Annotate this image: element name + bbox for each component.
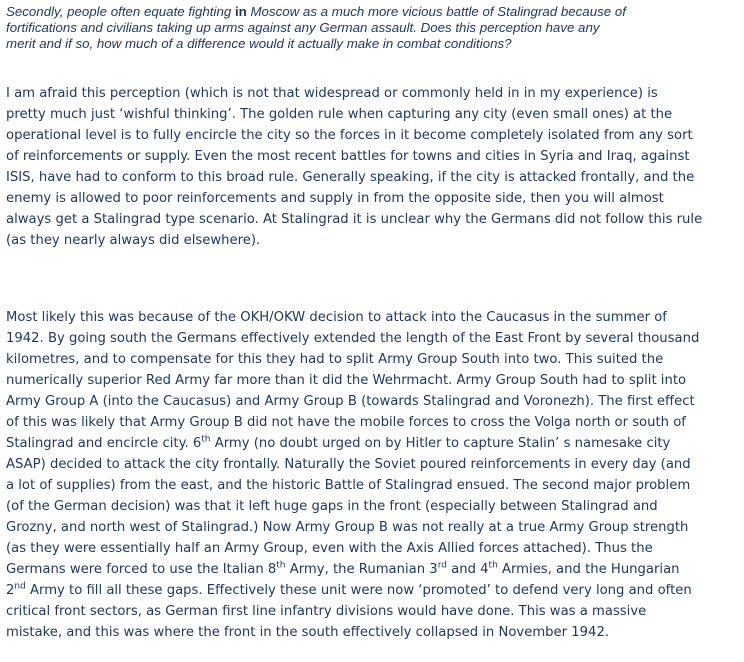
question-paragraph	[6, 4, 740, 52]
ordinal-suffix: th	[488, 560, 498, 571]
text-line: (of the German decision) was that it left huge gaps in the front (especially between Stalingrad and	[6, 499, 658, 514]
text-line	[6, 433, 699, 454]
text-line: mistake, and this was where the front in the south effectively collapsed in November 1942.	[6, 625, 610, 640]
answer-paragraph-2	[6, 307, 699, 643]
text-line: of this was likely that Army Group B did not have the mobile forces to cross the Volga north or south of	[6, 415, 686, 430]
text-line: 1942. By going south the Germans effectively extended the length of the East Front by several thousand	[6, 331, 700, 346]
text-line: critical front sectors, as German first line infantry divisions would have done. This was a massive	[6, 604, 647, 619]
answer-paragraph-1	[6, 83, 702, 251]
text-segment: Germans were forced to use the Italian 8	[6, 562, 277, 577]
text-line: Army Group A (into the Caucasus) and Army Group B (towards Stalingrad and Voronezh). The first effect	[6, 394, 695, 409]
text-line	[6, 580, 699, 601]
text-line: pretty much just ‘wishful thinking’. The golden rule when capturing any city (even small ones) at the	[6, 107, 673, 122]
text-line: (as they were essentially half an Army Group, even with the Axis Allied forces attached). Thus the	[6, 541, 653, 556]
text-line: operational level is to fully encircle the city so the forces in it become completely isolated from any sort	[6, 128, 693, 143]
ordinal-suffix: th	[276, 560, 286, 571]
document	[6, 4, 740, 640]
text-line: ASAP) decided to attack the city frontally. Naturally the Soviet poured reinforcements in every day (and	[6, 457, 691, 472]
text-line: (as they nearly always did elsewhere).	[6, 233, 261, 248]
text-line: always get a Stalingrad type scenario. At Stalingrad it is unclear why the Germans did not follow this rule	[6, 212, 703, 227]
text-line: numerically superior Red Army far more than it did the Wehrmacht. Army Group South had to split into	[6, 373, 687, 388]
question-bold-word: in	[234, 4, 247, 19]
ordinal-suffix: rd	[437, 560, 447, 571]
question-text: Moscow as a much more vicious battle of Stalingrad because of	[246, 4, 626, 19]
text-segment: Army, the Rumanian 3	[285, 562, 438, 577]
text-line: ISIS, have had to conform to this broad rule. Generally speaking, if the city is attacked frontally, and the	[6, 170, 695, 185]
text-line: Most likely this was because of the OKH/OKW decision to attack into the Caucasus in the summer of	[6, 310, 667, 325]
text-line: Grozny, and north west of Stalingrad.) Now Army Group B was not really at a true Army Group strength	[6, 520, 689, 535]
text-segment: Stalingrad and encircle city. 6	[6, 436, 202, 451]
text-segment: Army to fill all these gaps. Effectively these unit were now ‘promoted’ to defend very long and often	[25, 583, 692, 598]
text-segment: 2	[6, 583, 15, 598]
text-line: kilometres, and to compensate for this they had to split Army Group South into two. This suited the	[6, 352, 664, 367]
text-line	[6, 559, 699, 580]
text-segment: Army (no doubt urged on by Hitler to capture Stalin’ s namesake city	[210, 436, 671, 451]
question-text: fortifications and civilians taking up arms against any German assault. Does this perception have any	[6, 20, 600, 35]
question-text: merit and if so, how much of a difference would it actually make in combat conditions?	[6, 36, 512, 51]
text-segment: and 4	[446, 562, 489, 577]
question-text: Secondly, people often equate fighting	[6, 4, 235, 19]
text-line: of reinforcements or supply. Even the most recent battles for towns and cities in Syria and Iraq, against	[6, 149, 690, 164]
text-line: a lot of supplies) from the east, and the historic Battle of Stalingrad ensued. The second major problem	[6, 478, 691, 493]
ordinal-suffix: nd	[14, 581, 26, 592]
text-segment: Armies, and the Hungarian	[497, 562, 680, 577]
text-line: I am afraid this perception (which is not that widespread or commonly held in in my experience) is	[6, 86, 658, 101]
text-line: enemy is allowed to poor reinforcements and supply in from the opposite side, then you will almost	[6, 191, 664, 206]
ordinal-suffix: th	[201, 434, 211, 445]
